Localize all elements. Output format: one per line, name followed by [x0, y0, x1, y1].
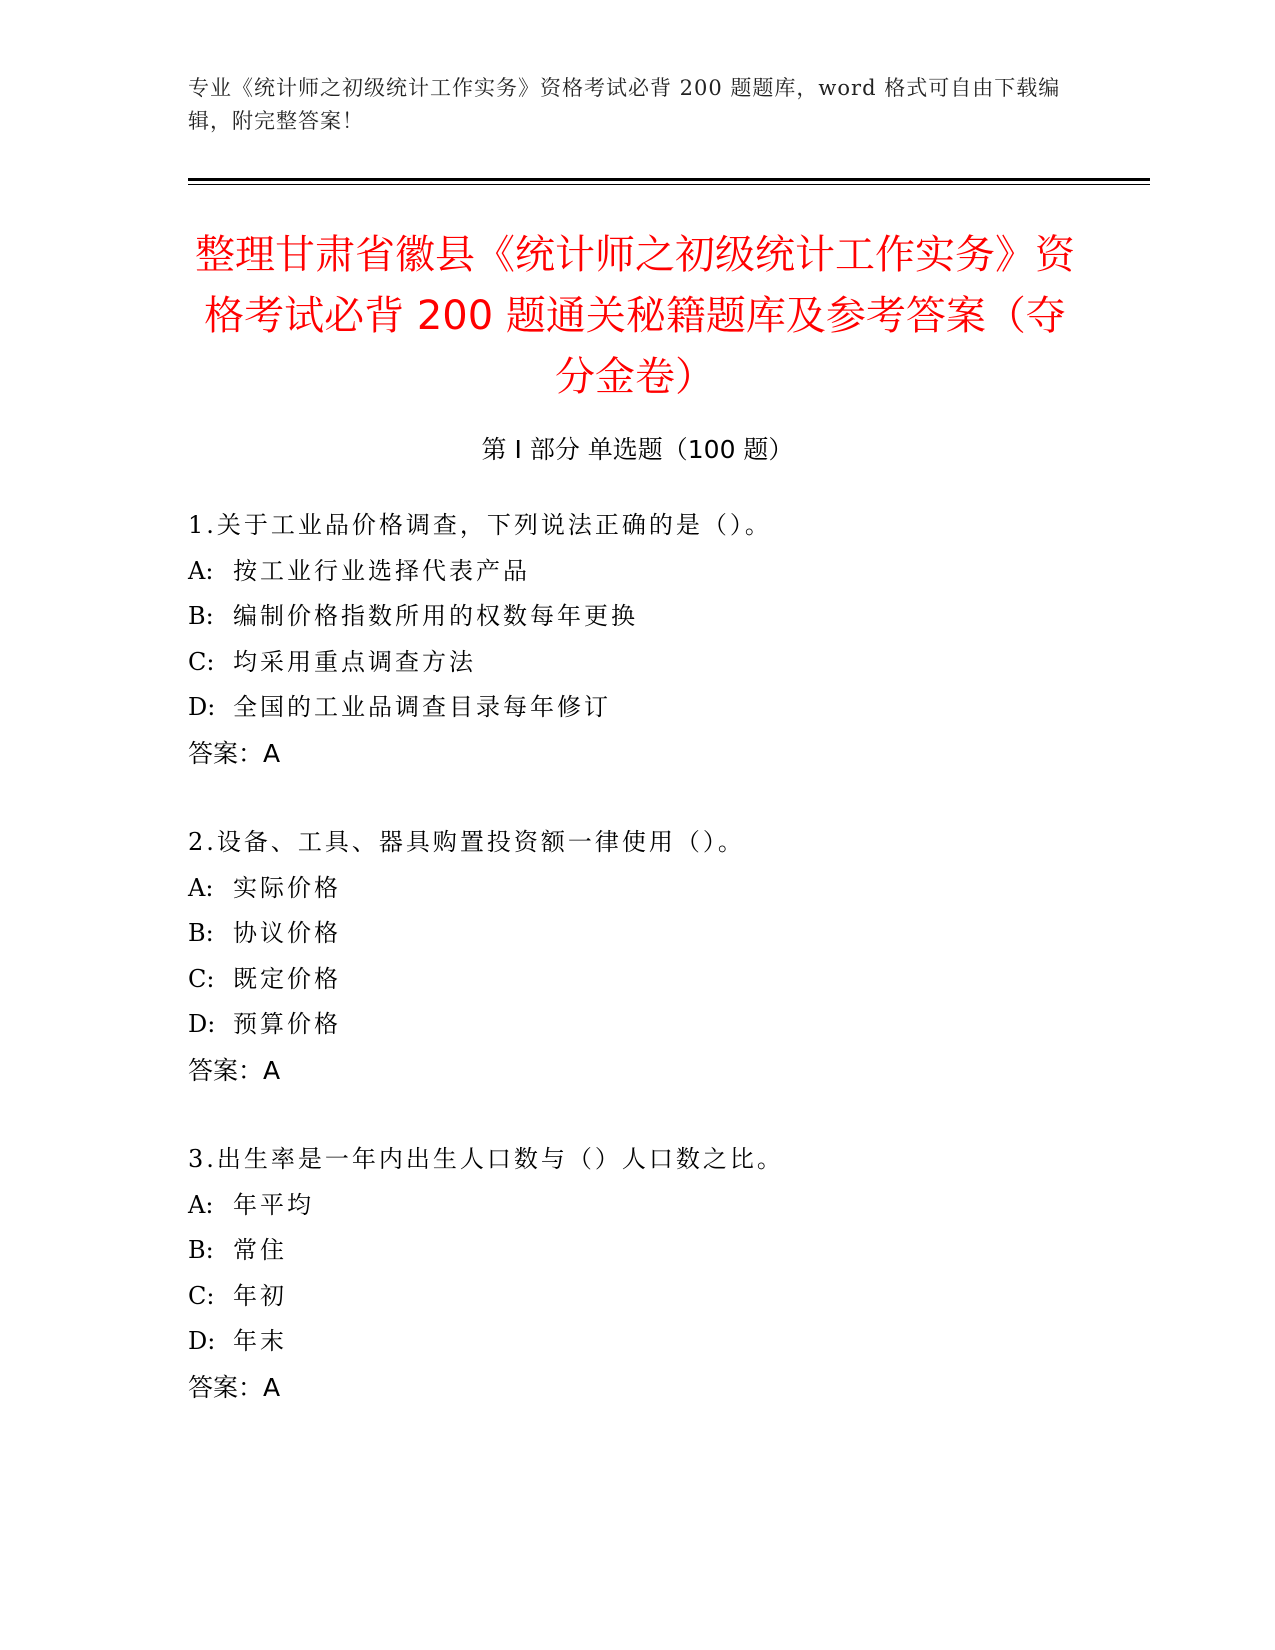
option-text: 年初 [233, 1281, 287, 1310]
option-c [188, 1274, 1088, 1320]
option-text: 全国的工业品调查目录每年修订 [233, 693, 611, 721]
option-label: D: [188, 1327, 216, 1355]
option-a [188, 866, 1088, 912]
option-text: 年末 [233, 1327, 287, 1355]
option-text: 实际价格 [233, 873, 341, 902]
option-text: 均采用重点调查方法 [233, 647, 476, 676]
option-label: D: [188, 1010, 216, 1038]
option-d [188, 1319, 1088, 1365]
question-stem: 1.关于工业品价格调查，下列说法正确的是（）。 [188, 511, 772, 539]
header-note: 专业《统计师之初级统计工作实务》资格考试必背 200 题题库，word 格式可自由下载编辑，附完整答案！ [188, 76, 1061, 133]
document-title: 整理甘肃省徽县《统计师之初级统计工作实务》资格考试必背 200 题通关秘籍题库及参考答案（夺分金卷） [195, 232, 1075, 400]
option-c [188, 957, 1088, 1003]
section-heading: 第 I 部分 单选题（100 题） [481, 435, 794, 464]
option-label: A: [188, 873, 214, 902]
option-a [188, 549, 1088, 595]
option-label: A: [188, 556, 214, 585]
option-text: 既定价格 [233, 964, 341, 993]
option-b [188, 911, 1088, 957]
answer: 答案：A [188, 738, 281, 768]
question-3 [188, 1137, 1088, 1410]
option-d [188, 1002, 1088, 1048]
question-stem: 2.设备、工具、器具购置投资额一律使用（）。 [188, 828, 745, 856]
option-a [188, 1183, 1088, 1229]
option-text: 协议价格 [233, 919, 341, 947]
option-label: D: [188, 693, 216, 721]
option-b [188, 1228, 1088, 1274]
question-2 [188, 820, 1088, 1093]
option-b [188, 594, 1088, 640]
header-rule-thin [188, 184, 1150, 185]
option-label: B: [188, 1236, 214, 1264]
option-d [188, 685, 1088, 731]
header-rule-thick [188, 178, 1150, 181]
option-text: 常住 [233, 1236, 287, 1264]
option-text: 编制价格指数所用的权数每年更换 [233, 602, 638, 630]
option-label: C: [188, 1281, 215, 1310]
option-c [188, 640, 1088, 686]
option-label: B: [188, 602, 214, 630]
option-label: C: [188, 964, 215, 993]
option-text: 按工业行业选择代表产品 [233, 556, 530, 585]
answer: 答案：A [188, 1372, 281, 1402]
answer: 答案：A [188, 1055, 281, 1085]
option-label: A: [188, 1190, 214, 1219]
option-text: 预算价格 [233, 1010, 341, 1038]
option-label: B: [188, 919, 214, 947]
option-text: 年平均 [233, 1190, 314, 1219]
option-label: C: [188, 647, 215, 676]
question-1 [188, 503, 1088, 776]
question-stem: 3.出生率是一年内出生人口数与（）人口数之比。 [188, 1145, 784, 1173]
